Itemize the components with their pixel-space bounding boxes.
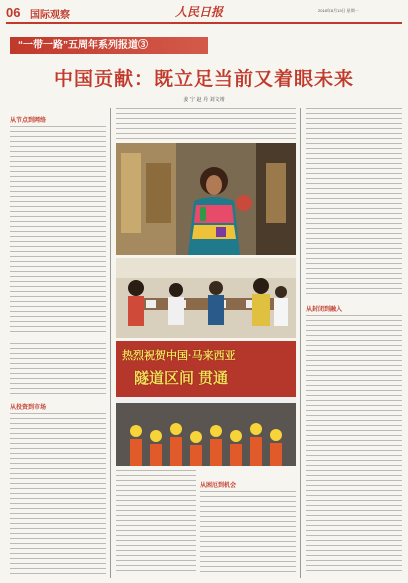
article-body-right-2 bbox=[306, 315, 402, 575]
article-body-center-right bbox=[200, 491, 296, 575]
page-number: 06 bbox=[6, 5, 21, 20]
paper-name: 人民日报 bbox=[175, 5, 224, 19]
subhead-from-adversity-to-opportunity: 从困厄到机会 bbox=[200, 483, 237, 489]
header-rule bbox=[6, 22, 402, 24]
issue-meta: 2018年8月13日 星期一 bbox=[318, 8, 359, 13]
banner-line-2: 隧道区间 贯通 bbox=[134, 370, 229, 387]
series-banner: “一带一路”五周年系列报道③ bbox=[10, 37, 208, 54]
article-body-center-left bbox=[116, 470, 196, 575]
article-body-left-1 bbox=[10, 126, 106, 336]
article-body-left-2 bbox=[10, 343, 106, 395]
column-rule-1 bbox=[110, 108, 111, 578]
subhead-from-node-to-network: 从节点到网络 bbox=[10, 118, 47, 124]
photo-chess-match bbox=[116, 258, 296, 338]
photo-tunnel-celebration bbox=[116, 341, 296, 466]
photo-market-vendor bbox=[116, 143, 296, 255]
article-body-right-1 bbox=[306, 108, 402, 298]
article-body-left-3 bbox=[10, 413, 106, 575]
section-name: 国际观察 bbox=[30, 10, 70, 21]
subhead-from-closed-to-open: 从封闭到融入 bbox=[306, 307, 343, 313]
byline: 姜 宁 赵 丹 刘文靖 bbox=[183, 97, 225, 103]
article-body-center-top bbox=[116, 108, 296, 140]
headline: 中国贡献：既立足当前又着眼未来 bbox=[53, 68, 354, 90]
banner-line-1: 热烈祝贺中国·马来西亚 bbox=[122, 350, 236, 362]
column-rule-2 bbox=[300, 108, 301, 578]
subhead-from-investment-to-market: 从投资到市场 bbox=[10, 405, 47, 411]
